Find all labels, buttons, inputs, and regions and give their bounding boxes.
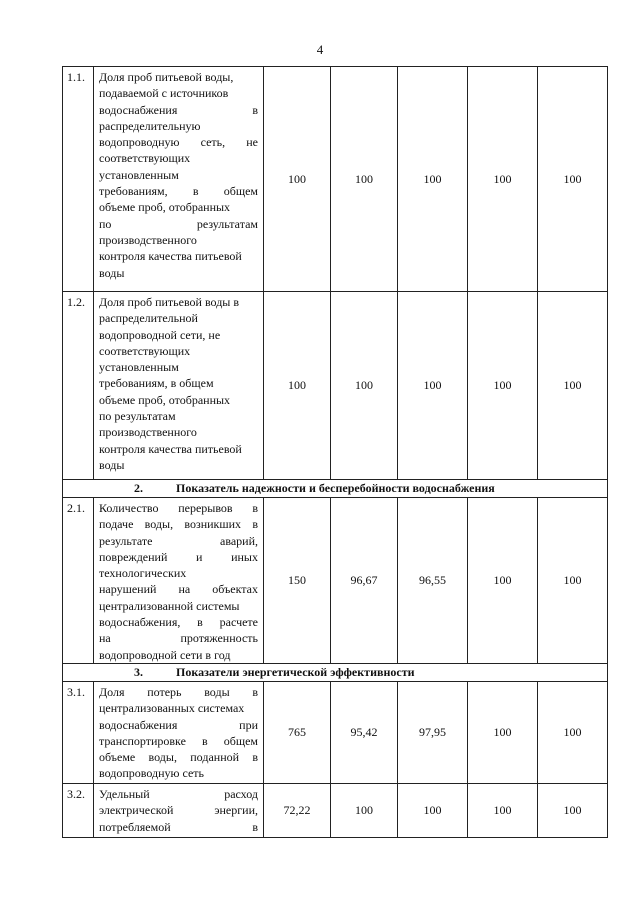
- row-description: Доля проб питьевой воды, подаваемой с источников водоснабжения в распределительную водопроводную сеть, не соответствующих установленным требованиям, в общем объеме проб, отобранных по результатам производственного контроля качества питьевой воды: [94, 67, 264, 292]
- value-cell: 72,22: [264, 784, 331, 838]
- row-description: Доля проб питьевой воды в распределительной водопроводной сети, не соответствующих установленным требованиям, в общем объеме проб, отобранных по результатам производственного контроля качества питьевой воды: [94, 292, 264, 480]
- section-header-row: [63, 480, 608, 498]
- value-cell: 100: [538, 292, 608, 480]
- value-cell: 96,55: [398, 498, 468, 664]
- table-row: [63, 784, 608, 838]
- table-row: [63, 682, 608, 784]
- value-cell: 100: [538, 498, 608, 664]
- section-header: [63, 664, 608, 682]
- value-cell: 765: [264, 682, 331, 784]
- value-cell: 100: [468, 498, 538, 664]
- section-number: 2.: [134, 481, 143, 496]
- value-cell: 100: [468, 682, 538, 784]
- row-description: Удельный расход электрической энергии, потребляемой в: [94, 784, 264, 838]
- section-header-row: [63, 664, 608, 682]
- row-number: 3.1.: [63, 682, 94, 784]
- section-title: Показатели энергетической эффективности: [176, 665, 415, 680]
- value-cell: 100: [538, 67, 608, 292]
- value-cell: 100: [398, 784, 468, 838]
- value-cell: 97,95: [398, 682, 468, 784]
- table-row: [63, 498, 608, 664]
- value-cell: 100: [468, 67, 538, 292]
- value-cell: 100: [468, 784, 538, 838]
- row-description: Доля потерь воды в централизованных системах водоснабжения при транспортировке в общем объеме воды, поданной в водопроводную сеть: [94, 682, 264, 784]
- section-header: [63, 480, 608, 498]
- value-cell: 100: [398, 67, 468, 292]
- row-number: 1.1.: [63, 67, 94, 292]
- value-cell: 100: [468, 292, 538, 480]
- value-cell: 100: [398, 292, 468, 480]
- value-cell: 96,67: [331, 498, 398, 664]
- value-cell: 100: [264, 292, 331, 480]
- row-description: Количество перерывов в подаче воды, возникших в результате аварий, повреждений и иных технологических нарушений на объектах централизованной системы водоснабжения, в расчете на протяженность водопроводной сети в год: [94, 498, 264, 664]
- value-cell: 100: [538, 682, 608, 784]
- row-number: 2.1.: [63, 498, 94, 664]
- row-number: 1.2.: [63, 292, 94, 480]
- section-number: 3.: [134, 665, 143, 680]
- value-cell: 100: [331, 292, 398, 480]
- value-cell: 150: [264, 498, 331, 664]
- table-row: [63, 292, 608, 480]
- page-number: 4: [316, 42, 324, 57]
- value-cell: 100: [331, 784, 398, 838]
- value-cell: 100: [331, 67, 398, 292]
- section-title: Показатель надежности и бесперебойности водоснабжения: [176, 481, 495, 496]
- value-cell: 100: [264, 67, 331, 292]
- value-cell: 95,42: [331, 682, 398, 784]
- indicators-table: [62, 66, 608, 838]
- row-number: 3.2.: [63, 784, 94, 838]
- value-cell: 100: [538, 784, 608, 838]
- table-row: [63, 67, 608, 292]
